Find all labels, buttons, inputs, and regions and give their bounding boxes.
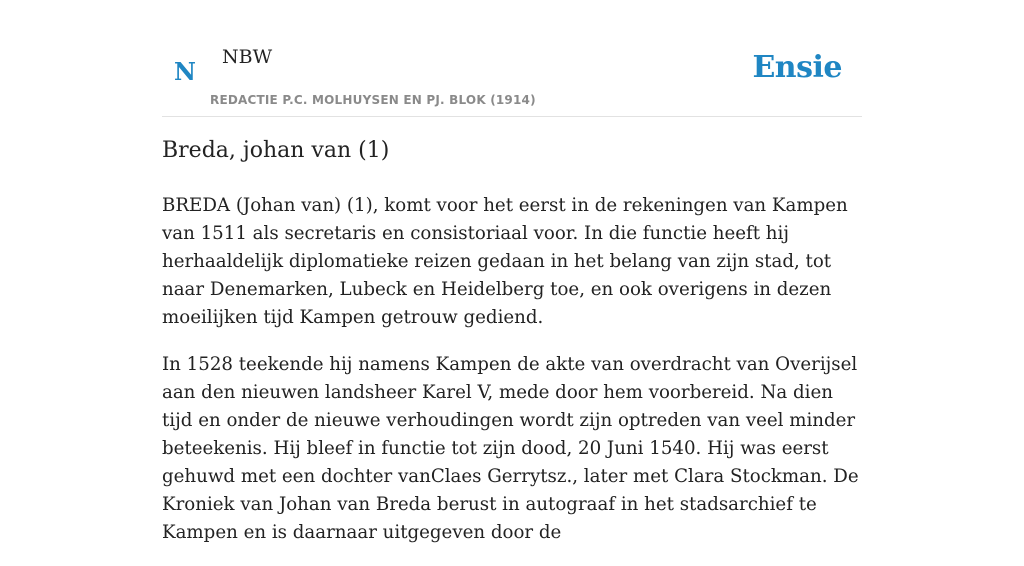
source-subtitle: REDACTIE P.C. MOLHUYSEN EN PJ. BLOK (1914)	[210, 93, 536, 107]
source-header	[162, 0, 862, 117]
article-paragraph: BREDA (Johan van) (1), komt voor het eerst in de rekeningen van Kampen van 1511 als secretaris en consistoriaal voor. In die functie heeft hij herhaaldelijk diplomatieke reizen gedaan in het belang van zijn stad, tot naar Denemarken, Lubeck en Heidelberg toe, en ook overigens in dezen moeilijken tijd Kampen getrouw gediend.	[162, 195, 848, 328]
source-name[interactable]: NBW	[222, 46, 273, 68]
source-logo[interactable]: N	[174, 56, 196, 86]
brand-logo-link[interactable]: Ensie	[752, 50, 842, 85]
article-title: Breda, johan van (1)	[162, 138, 390, 163]
article-body	[162, 192, 868, 566]
article-paragraph: In 1528 teekende hij namens Kampen de akte van overdracht van Overijsel aan den nieuwen landsheer Karel V, mede door hem voorbereid. Na dien tijd en onder de nieuwe verhoudingen wordt zijn optreden van veel minder beteekenis. Hij bleef in functie tot zijn dood, 20 Juni 1540. Hij was eerst gehuwd met een dochter vanClaes Gerrytsz., later met Clara Stockman. De Kroniek van Johan van Breda berust in autograaf in het stadsarchief te Kampen en is daarnaar uitgegeven door de	[162, 354, 859, 543]
